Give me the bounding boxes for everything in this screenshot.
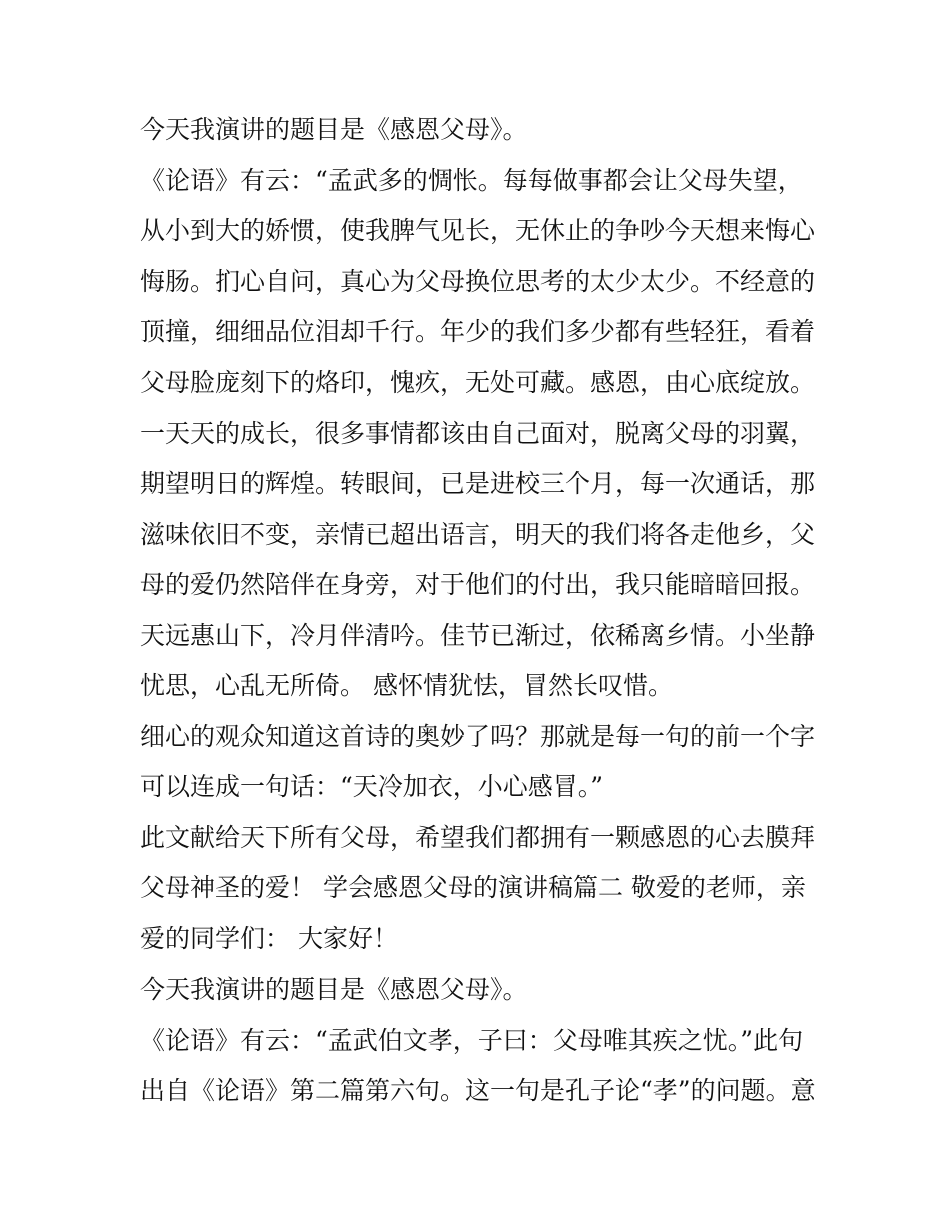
text-line: 爱的同学们： 大家好！: [140, 924, 398, 953]
text-line: 悔肠。扪心自问，真心为父母换位思考的太少太少。不经意的: [140, 267, 816, 296]
text-line: 顶撞，细细品位泪却千行。年少的我们多少都有些轻狂，看着: [140, 317, 816, 346]
text-line: 出自《论语》第二篇第六句。这一句是孔子论“孝”的问题。意: [140, 1076, 816, 1105]
text-line: 一天天的成长，很多事情都该由自己面对，脱离父母的羽翼，: [140, 419, 816, 448]
text-line: 忧思，心乱无所倚。 感怀情犹怯，冒然长叹惜。: [140, 671, 673, 700]
text-line: 可以连成一句话：“天冷加衣，小心感冒。”: [140, 772, 604, 801]
text-line: 今天我演讲的题目是《感恩父母》。: [140, 975, 528, 1004]
text-line: 父母脸庞刻下的烙印，愧疚，无处可藏。感恩，由心底绽放。: [140, 368, 816, 397]
text-line: 天远惠山下，冷月伴清吟。佳节已渐过，依稀离乡情。小坐静: [140, 621, 816, 650]
text-line: 母的爱仍然陪伴在身旁，对于他们的付出，我只能暗暗回报。: [140, 570, 816, 599]
text-line: 《论语》有云：“孟武多的惆怅。每每做事都会让父母失望，: [140, 166, 803, 195]
text-line: 期望明日的辉煌。转眼间，已是进校三个月，每一次通话，那: [140, 469, 816, 498]
text-line: 从小到大的娇惯，使我脾气见长，无休止的争吵今天想来悔心: [140, 216, 816, 245]
text-line: 父母神圣的爱！ 学会感恩父母的演讲稿篇二 敬爱的老师，亲: [140, 873, 806, 902]
text-line: 今天我演讲的题目是《感恩父母》。: [140, 115, 528, 144]
text-line: 《论语》有云：“孟武伯文孝，子曰：父母唯其疾之忧。”此句: [140, 1026, 804, 1055]
text-line: 此文献给天下所有父母，希望我们都拥有一颗感恩的心去膜拜: [140, 823, 816, 852]
text-line: 滋味依旧不变，亲情已超出语言，明天的我们将各走他乡，父: [140, 520, 816, 549]
text-line: 细心的观众知道这首诗的奥妙了吗？那就是每一句的前一个字: [140, 722, 816, 751]
